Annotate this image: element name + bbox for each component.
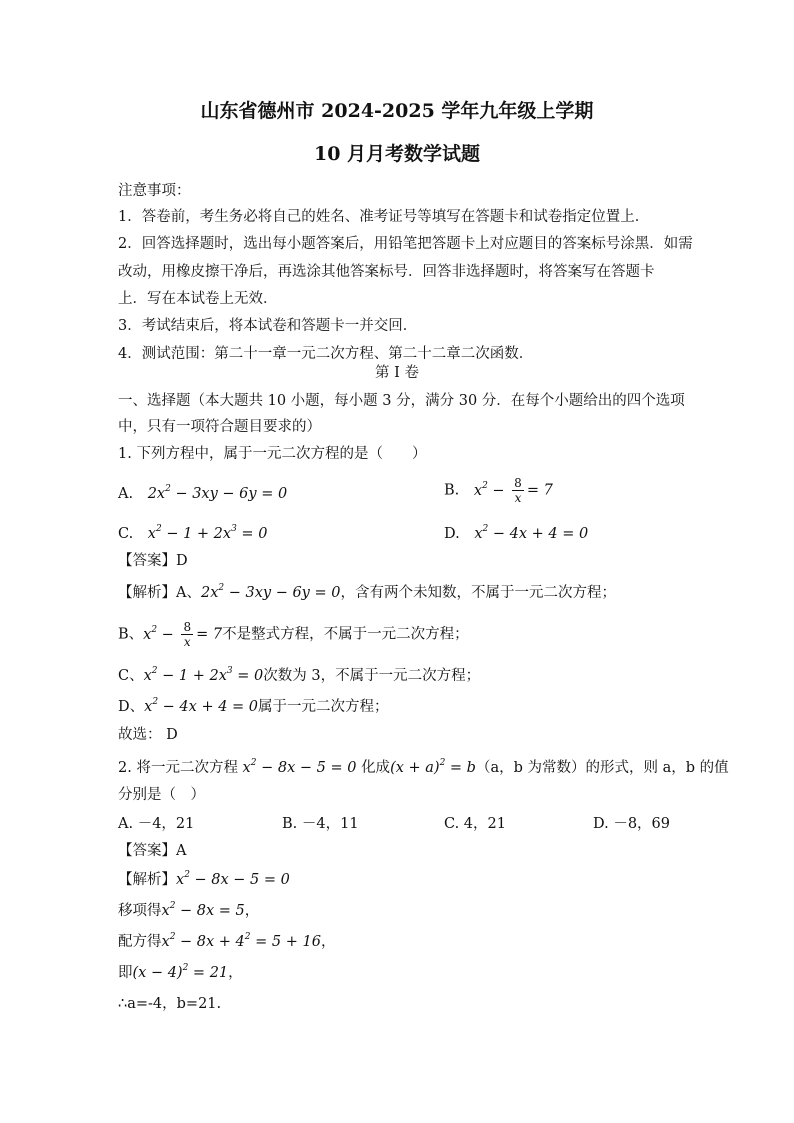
question-1-stem: 1. 下列方程中，属于一元二次方程的是（ ） bbox=[118, 446, 427, 462]
q2-analysis: 【解析】$x^2 - 8x - 5 = 0$ bbox=[118, 870, 290, 888]
note-item: 改动，用橡皮擦干净后，再选涂其他答案标号．回答非选择题时，将答案写在答题卡 bbox=[118, 264, 655, 280]
q1-conclusion: 故选： D bbox=[118, 727, 178, 743]
question-2-stem-line-2: 分别是（ ） bbox=[118, 787, 205, 803]
q1-option-a: A. $2x^2 - 3xy - 6y = 0$ bbox=[118, 484, 288, 502]
volume-heading: 第 I 卷 bbox=[375, 365, 419, 381]
title-line-2: 10 月月考数学试题 bbox=[313, 143, 481, 165]
note-item: 上．写在本试卷上无效． bbox=[118, 291, 278, 307]
note-item: 2．回答选择题时，选出每小题答案后，用铅笔把答题卡上对应题目的答案标号涂黑．如需 bbox=[118, 236, 693, 252]
q2-option-c: C. 4，21 bbox=[444, 816, 506, 832]
q2-step-2: 配方得$x^2 - 8x + 4^2 = 5 + 16$， bbox=[118, 932, 336, 950]
q1-analysis-b: B、$x^2$ − $\frac{8}{x}$ = 7不是整式方程，不属于一元二次方程； bbox=[118, 620, 469, 649]
q1-answer: 【答案】D bbox=[118, 553, 188, 569]
q1-option-b: B. $x^2$ − $\frac{8}{x}$ = 7 bbox=[444, 476, 553, 505]
notes-heading: 注意事项： bbox=[118, 183, 191, 199]
q2-option-d: D. －8，69 bbox=[593, 816, 671, 832]
q2-step-1: 移项得$x^2 - 8x = 5$， bbox=[118, 901, 260, 919]
q2-answer: 【答案】A bbox=[118, 843, 187, 859]
note-item: 1．答卷前，考生务必将自己的姓名、准考证号等填写在答题卡和试卷指定位置上． bbox=[118, 209, 650, 225]
q1-option-d: D. $x^2 - 4x + 4 = 0$ bbox=[444, 524, 589, 542]
section-heading-line-1: 一、选择题（本大题共 10 小题，每小题 3 分，满分 30 分．在每个小题给出的四个选项 bbox=[118, 393, 685, 409]
q1-analysis-d: D、$x^2 - 4x + 4 = 0$属于一元二次方程； bbox=[118, 697, 389, 715]
q2-option-b: B. －4，11 bbox=[282, 816, 359, 832]
note-item: 4．测试范围：第二十一章一元二次方程、第二十二章二次函数． bbox=[118, 346, 534, 362]
section-heading-line-2: 中，只有一项符合题目要求的） bbox=[118, 419, 321, 435]
q1-analysis-a: 【解析】A、$2x^2 - 3xy - 6y = 0$，含有两个未知数，不属于一元二次方程； bbox=[118, 583, 616, 601]
title-line-1: 山东省德州市 2024-2025 学年九年级上学期 bbox=[200, 100, 594, 122]
question-2-stem: 2. 将一元二次方程 $x^2 - 8x - 5 = 0$ 化成$(x + a)^2 = b(a$，b 为常数）的形式，则 a，b 的值 bbox=[118, 758, 729, 776]
q2-step-4: ∴a=-4，b=21. bbox=[118, 996, 222, 1012]
q2-option-a: A. －4，21 bbox=[118, 816, 195, 832]
q1-option-c: C. $x^2 - 1 + 2x^3 = 0$ bbox=[118, 524, 268, 542]
q2-step-3: 即$(x - 4)^2 = 21$， bbox=[118, 963, 243, 981]
q1-analysis-c: C、$x^2 - 1 + 2x^3 = 0$次数为 3，不属于一元二次方程； bbox=[118, 666, 481, 684]
note-item: 3．考试结束后，将本试卷和答题卡一并交回． bbox=[118, 318, 418, 334]
